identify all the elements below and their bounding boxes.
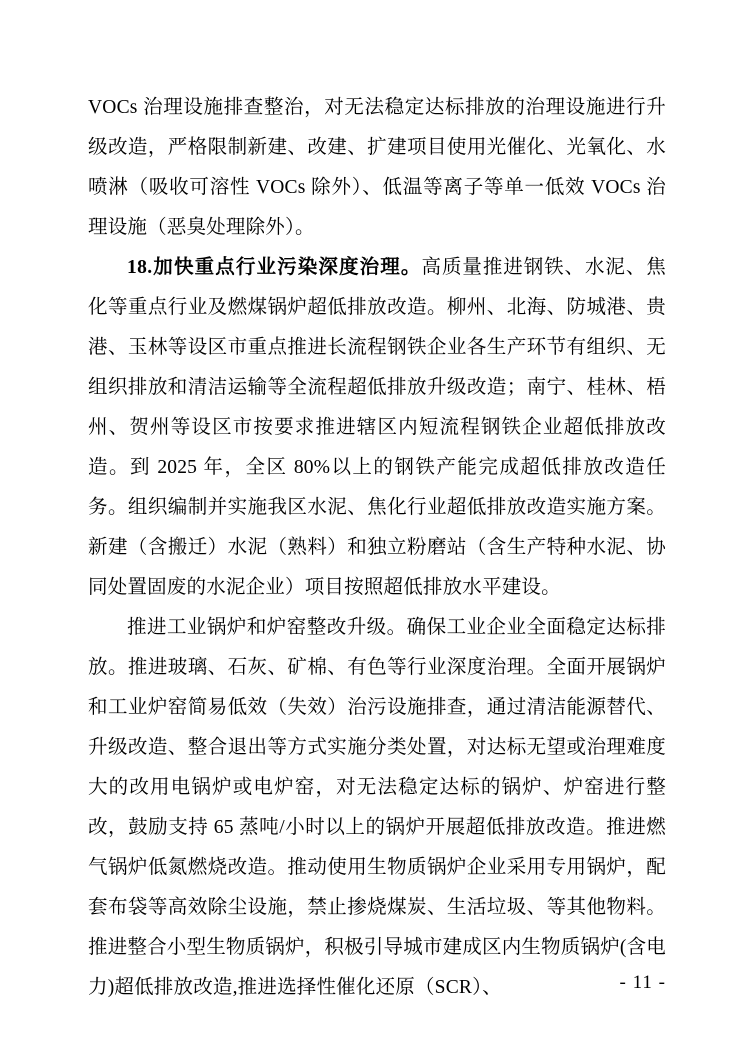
page-number: - 11 -: [619, 972, 666, 993]
document-body: [88, 88, 666, 1008]
paragraph-vocs-continued: VOCs 治理设施排查整治，对无法稳定达标排放的治理设施进行升级改造，严格限制新建、改建、扩建项目使用光催化、光氧化、水喷淋（吸收可溶性 VOCs 除外）、低温等离子等单一低效 VOCs 治理设施（恶臭处理除外）。: [88, 97, 666, 238]
paragraph-text-item-18: 高质量推进钢铁、水泥、焦化等重点行业及燃煤锅炉超低排放改造。柳州、北海、防城港、贵港、玉林等设区市重点推进长流程钢铁企业各生产环节有组织、无组织排放和清洁运输等全流程超低排放升级改造；南宁、桂林、梧州、贺州等设区市按要求推进辖区内短流程钢铁企业超低排放改造。到 2025 年，全区 80%以上的钢铁产能完成超低排放改造任务。组织编制并实施我区水泥、焦化行业超低排放改造实施方案。新建（含搬迁）水泥（熟料）和独立粉磨站（含生产特种水泥、协同处置固废的水泥企业）项目按照超低排放水平建设。: [88, 257, 666, 598]
paragraph-item-18: [88, 248, 666, 608]
paragraph-boiler-kiln: 推进工业锅炉和炉窑整改升级。确保工业企业全面稳定达标排放。推进玻璃、石灰、矿棉、有色等行业深度治理。全面开展锅炉和工业炉窑简易低效（失效）治污设施排查，通过清洁能源替代、升级改造、整合退出等方式实施分类处置，对达标无望或治理难度大的改用电锅炉或电炉窑，对无法稳定达标的锅炉、炉窑进行整改，鼓励支持 65 蒸吨/小时以上的锅炉开展超低排放改造。推进燃气锅炉低氮燃烧改造。推动使用生物质锅炉企业采用专用锅炉，配套布袋等高效除尘设施，禁止掺烧煤炭、生活垃圾、等其他物料。推进整合小型生物质锅炉，积极引导城市建成区内生物质锅炉(含电力)超低排放改造,推进选择性催化还原（SCR）、: [88, 617, 666, 998]
paragraph-lead-item-18: 18.加快重点行业污染深度治理。: [127, 257, 422, 278]
